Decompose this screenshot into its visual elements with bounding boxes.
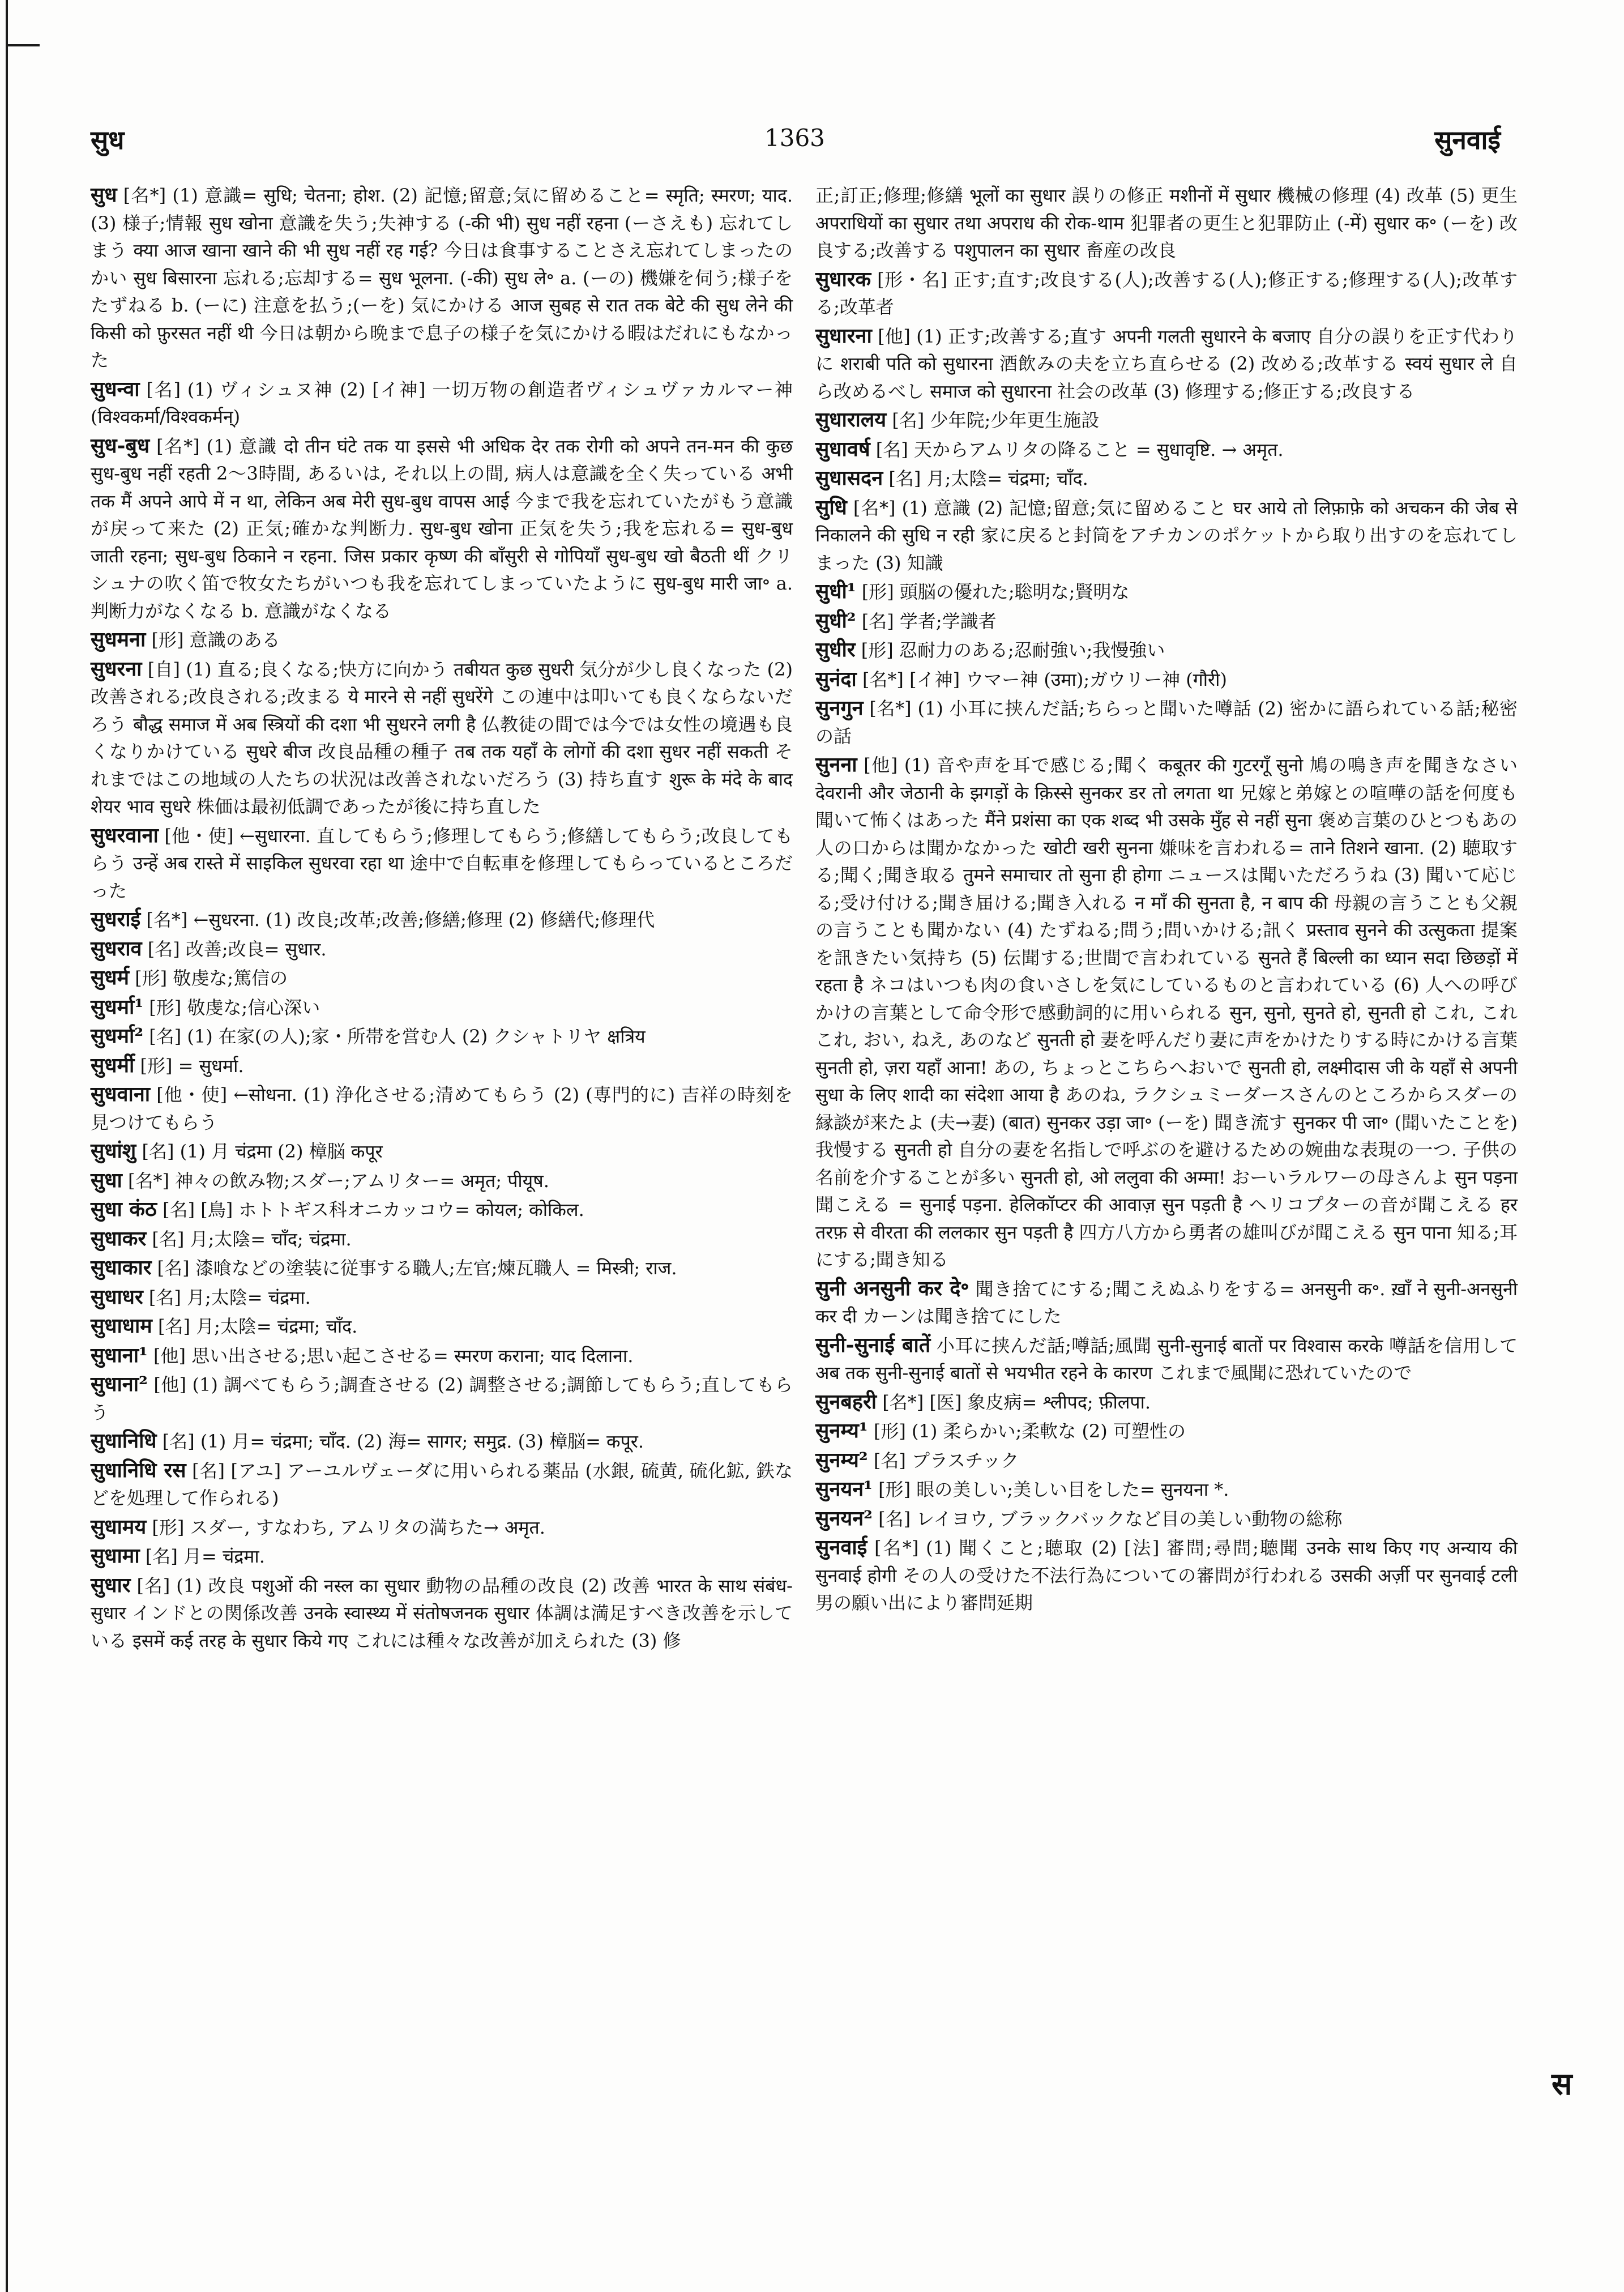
dictionary-entry	[91, 432, 793, 625]
entry-headword: सुधरवाना	[91, 823, 159, 847]
dictionary-entry	[91, 822, 793, 905]
entry-definition: [形] 忍耐力のある;忍耐強い;我慢強い	[855, 639, 1165, 661]
dictionary-entry	[815, 1505, 1518, 1533]
page-header	[91, 122, 1501, 167]
entry-headword: सुनम्य¹	[815, 1419, 868, 1442]
right-column	[815, 181, 1518, 1618]
entry-headword: सुध-बुध	[91, 433, 150, 458]
entry-headword: सुधाधर	[91, 1284, 143, 1309]
dictionary-entry	[91, 1342, 793, 1370]
dictionary-entry	[815, 322, 1518, 406]
entry-definition: [名*] 神々の飲み物;スダー;アムリター= अमृत; पीयूष.	[122, 1170, 549, 1192]
dictionary-entry	[91, 1427, 793, 1456]
entry-headword: सुधारक	[815, 267, 871, 291]
entry-definition: [名*] (1) 意識 (2) 記憶;留意;気に留めること घर आये तो लिफ़ाफ़े को अचकन की जेब से निकालने की सुधि न रही 家に戻ると封筒をアチカンのポケットから取り出すのを忘れてしまった (3) 知識	[815, 497, 1518, 574]
entry-headword: सुधाधाम	[91, 1314, 152, 1338]
dictionary-entry	[815, 1534, 1518, 1617]
entry-headword: सुनम्य²	[815, 1448, 868, 1472]
entry-definition: 正;訂正;修理;修繕 भूलों का सुधार 誤りの修正 मशीनों में सुधार 機械の修理 (4) 改革 (5) 更生 अपराधियों का सुधार तथा अपराध की रोक-थाम 犯罪者の更生と犯罪防止 (-में) सुधार क॰ (ーを) 改良する;改善する पशुपालन का सुधार 畜産の改良	[815, 185, 1518, 261]
entry-headword: सुधीर	[815, 638, 856, 661]
entry-headword: सुधा कंठ	[91, 1197, 157, 1221]
entry-headword: सुधरना	[91, 656, 142, 681]
entry-headword: सुधराव	[91, 936, 142, 961]
entry-headword: सुधराई	[91, 907, 141, 931]
dictionary-entry	[91, 1312, 793, 1341]
dictionary-entry	[91, 1371, 793, 1426]
entry-definition: [名] 月;太陰= चाँद; चंद्रमा.	[146, 1228, 352, 1250]
binding-edge	[6, 0, 8, 2292]
header-first-headword: सुध	[91, 125, 125, 155]
dictionary-entry	[91, 375, 793, 431]
entry-definition: [名*] ←सुधरना. (1) 改良;改革;改善;修繕;修理 (2) 修繕代;修理代	[140, 909, 655, 931]
entry-definition: [形] 敬虔な;信心深い	[143, 996, 320, 1018]
entry-definition: [他] (1) 正す;改善する;直す अपनी गलती सुधारने के बजाए 自分の誤りを正す代わりに शराबी पति को सुधारना 酒飲みの夫を立ち直らせる (2) 改める;改革する स्वयं सुधार ले 自ら改めるべし समाज को सुधारना 社会の改革 (3) 修理する;修正する;改良する	[815, 325, 1518, 402]
dictionary-entry	[91, 1542, 793, 1570]
entry-headword: सुधाकार	[91, 1256, 152, 1279]
dictionary-entry	[815, 181, 1518, 264]
left-column	[91, 181, 793, 1655]
dictionary-entry	[91, 906, 793, 934]
entry-definition: [名] 月;太陰= चंद्रमा; चाँद.	[883, 468, 1088, 489]
entry-headword: सुधाना²	[91, 1372, 148, 1396]
dictionary-entry	[91, 935, 793, 963]
binding-mark	[6, 44, 40, 46]
entry-definition: [他・使] ←सोधना. (1) 浄化させる;清めてもらう (2) (専門的に) 吉祥の時刻を見つけてもらう	[91, 1084, 793, 1133]
dictionary-entry	[815, 436, 1518, 464]
entry-headword: सुधर्म	[91, 966, 130, 989]
entry-headword: सुध	[91, 183, 117, 207]
entry-definition: [形] = सुधर्मा.	[134, 1055, 244, 1077]
entry-definition: [形] 頭脳の優れた;聡明な;賢明な	[856, 581, 1130, 603]
dictionary-entry	[815, 1388, 1518, 1416]
entry-definition: [名] (1) 在家(の人);家・所帯を営む人 (2) クシャトリヤ क्षत्रिय	[143, 1026, 646, 1047]
dictionary-entry	[91, 1572, 793, 1655]
entry-headword: सुनगुन	[815, 696, 864, 720]
page-number: 1363	[764, 124, 825, 152]
entry-headword: सुधारना	[815, 323, 872, 348]
dictionary-entry	[815, 1275, 1518, 1330]
entry-definition: [名] (1) 月 चंद्रमा (2) 樟脳 कपूर	[136, 1141, 383, 1162]
dictionary-entry	[91, 655, 793, 821]
dictionary-entry	[815, 578, 1518, 606]
dictionary-entry	[91, 181, 793, 374]
entry-definition: [名] 月= चंद्रमा.	[139, 1546, 265, 1567]
entry-headword: सुनयन¹	[815, 1477, 873, 1501]
entry-definition: [形] 意識のある	[146, 629, 280, 651]
entry-headword: सुधानिधि	[91, 1429, 157, 1453]
dictionary-entry	[815, 751, 1518, 1274]
entry-definition: [名*] (1) 小耳に挟んだ話;ちらっと聞いた噂話 (2) 密かに語られている話;秘密の話	[815, 698, 1518, 747]
entry-definition: [名] 漆喰などの塗装に従事する職人;左官;煉瓦職人 = मिस्त्री; राज.	[151, 1257, 677, 1279]
dictionary-entry	[91, 1081, 793, 1136]
entry-headword: सुधाकर	[91, 1226, 147, 1250]
dictionary-entry	[815, 1417, 1518, 1445]
entry-headword: सुधमना	[91, 628, 146, 651]
entry-headword: सुधांशु	[91, 1139, 136, 1163]
dictionary-entry	[91, 1196, 793, 1224]
entry-headword: सुधि	[815, 495, 847, 519]
entry-definition: [形・名] 正す;直す;改良する(人);改善する(人);修正する;修理する(人);改革する;改革者	[815, 268, 1518, 318]
entry-headword: सुधाना¹	[91, 1343, 148, 1367]
entry-definition: [名] 少年院;少年更生施設	[886, 409, 1100, 431]
dictionary-entry	[91, 1022, 793, 1051]
entry-headword: सुधानिधि रस	[91, 1458, 186, 1482]
dictionary-entry	[815, 464, 1518, 493]
entry-headword: सुधी¹	[815, 579, 856, 603]
dictionary-entry	[91, 1225, 793, 1253]
entry-headword: सुनना	[815, 753, 857, 776]
dictionary-entry	[91, 1457, 793, 1512]
entry-definition: [名] (1) 月= चंद्रमा; चाँद. (2) 海= सागर; समुद्र. (3) 樟脳= कपूर.	[156, 1431, 644, 1452]
entry-definition: [形] スダー, すなわち, アムリタの満ちた→ अमृत.	[146, 1516, 545, 1538]
entry-definition: [他] 思い出させる;思い起こさせる= स्मरण कराना; याद दिलाना.	[147, 1345, 634, 1367]
dictionary-entry	[815, 406, 1518, 434]
dictionary-entry	[815, 665, 1518, 694]
entry-headword: सुनी अनसुनी कर दे॰	[815, 1276, 969, 1300]
entry-definition: [形] 眼の美しい;美しい目をした= सुनयना *.	[872, 1479, 1229, 1500]
entry-definition: 小耳に挟んだ話;噂話;風聞 सुनी-सुनाई बातों पर विश्वास करके 噂話を信用して अब तक सुनी-सुनाई बातों से भयभीत रहने के कारण これまで風聞に恐れていたので	[815, 1334, 1518, 1384]
entry-definition: [名] 月;太陰= चंद्रमा.	[143, 1286, 311, 1308]
entry-headword: सुधर्मा¹	[91, 995, 144, 1019]
entry-headword: सुनयन²	[815, 1506, 873, 1530]
entry-headword: सुधावर्ष	[815, 437, 870, 461]
dictionary-entry	[815, 1475, 1518, 1504]
entry-definition: [他] (1) 音や声を耳で感じる;聞く कबूतर की गुटरगूँ सुनो 鳩の鳴き声を聞きなさい देवरानी और जेठानी के झगड़ों के क़िस्से सुनकर डर तो लगता था 兄嫁と弟嫁との喧嘩の話を何度も聞いて怖くはあった मैंने प्रशंसा का एक शब्द भी उसके मुँह से नहीं सुना 褒め言葉のひとつもあの人の口からは聞かなかった खोटी खरी सुनना 嫌味を言われる= ताने तिशने खाना. (2) 聴取する;聞く;聞き取る तुमने समाचार तो सुना ही होगा ニュースは聞いただろうね (3) 聞いて応じる;受け付ける;聞き届ける;聞き入れる न माँ की सुनता है, न बाप की 母親の言うことも父親の言うことも聞かない (4) たずねる;問う;問いかける;訊く प्रस्ताव सुनने की उत्सुकता 提案を訊きたい気持ち (5) 伝聞する;世間で言われている सुनते हैं बिल्ली का ध्यान सदा छिछड़ों में रहता है ネコはいつも肉の食いさしを気にしているものと言われている (6) 人への呼びかけの言葉として命令形で感動詞的に用いられる सुन, सुनो, सुनते हो, सुनती हो これ, これこれ, おい, ねえ, あのなど सुनती हो 妻を呼んだり妻に声をかけたりする時にかける言葉 सुनती हो, ज़रा यहाँ आना! あの, ちょっとこちらへおいで सुनती हो, लक्ष्मीदास जी के यहाँ से अपनी सुधा के लिए शादी का संदेशा आया है あのね, ラクシュミーダースさんのところからスダーの縁談が来たよ (夫→妻) (बात) सुनकर उड़ा जा॰ (ーを) 聞き流す सुनकर पी जा॰ (聞いたことを) 我慢する सुनती हो 自分の妻を名指しで呼ぶのを避けるための婉曲な表現の一つ. 子供の名前を介することが多い सुनती हो, ओ ललुवा की अम्मा! おーいラルワーの母さんよ सुन पड़ना 聞こえる = सुनाई पड़ना. हेलिकॉप्टर की आवाज़ सुन पड़ती है ヘリコプターの音が聞こえる हर तरफ़ से वीरता की ललकार सुन पड़ती है 四方八方から勇者の雄叫びが聞こえる सुन पाना 知る;耳にする;聞き知る	[815, 754, 1518, 1270]
entry-definition: [名] (1) ヴィシュヌ神 (2) [イ神] 一切万物の創造者ヴィシュヴァカルマー神 (विश्वकर्मा/विश्वकर्मन्)	[91, 378, 793, 428]
dictionary-entry	[91, 1167, 793, 1195]
header-last-headword: सुनवाई	[1434, 125, 1501, 155]
entry-definition: [形] 敬虔な;篤信の	[129, 967, 288, 989]
entry-headword: सुनी-सुनाई बातें	[815, 1333, 931, 1357]
dictionary-entry	[91, 993, 793, 1022]
entry-headword: सुधा	[91, 1168, 122, 1192]
entry-definition: [名*] (1) 意識 दो तीन घंटे तक या इससे भी अधिक देर तक रोगी को अपने तन-मन की कुछ सुध-बुध नहीं रहती 2～3時間, あるいは, それ以上の間, 病人は意識を全く失っている अभी तक मैं अपने आपे में न था, लेकिन अब मेरी सुध-बुध वापस आई 今まで我を忘れていたがもう意識が戻って来た (2) 正気;確かな判断力. सुध-बुध खोना 正気を失う;我を忘れる= सुध-बुध जाती रहना; सुध-बुध ठिकाने न रहना. जिस प्रकार कृष्ण की बाँसुरी से गोपियाँ सुध-बुध खो बैठती थीं クリシュナの吹く笛で牧女たちがいつも我を忘れてしまっていたように सुध-बुध मारी जा॰ a. 判断力がなくなる b. 意識がなくなる	[91, 435, 793, 622]
entry-headword: सुधामा	[91, 1544, 140, 1568]
entry-headword: सुधर्मा²	[91, 1024, 144, 1048]
entry-headword: सुनंदा	[815, 667, 857, 691]
entry-headword: सुधर्मी	[91, 1053, 135, 1077]
dictionary-entry	[815, 1446, 1518, 1475]
entry-definition: [名] プラスチック	[867, 1449, 1019, 1471]
entry-definition: [形] (1) 柔らかい;柔軟な (2) 可塑性の	[867, 1420, 1186, 1442]
dictionary-entry	[815, 636, 1518, 664]
entry-definition: [名] レイヨウ, ブラックバックなど目の美しい動物の総称	[872, 1508, 1343, 1530]
entry-definition: [名] [アユ] アーユルヴェーダに用いられる薬品 (水銀, 硫黄, 硫化鉱, 鉄などを処理して作られる)	[91, 1459, 793, 1509]
entry-definition: [名*] (1) 意識= सुधि; चेतना; होश. (2) 記憶;留意;気に留めること= स्मृति; स्मरण; याद. (3) 様子;情報 सुध खोना 意識を失う;失神する (-की भी) सुध नहीं रहना (ーさえも) 忘れてしまう क्या आज खाना खाने की भी सुध नहीं रह गई? 今日は食事することさえ忘れてしまったのかい सुध बिसारना 忘れる;忘却する= सुध भूलना. (-की) सुध ले॰ a. (ーの) 機嫌を伺う;様子をたずねる b. (ーに) 注意を払う;(ーを) 気にかける आज सुबह से रात तक बेटे की सुध लेने की किसी को फ़ुरसत नहीं थी 今日は朝から晩まで息子の様子を気にかける暇はだれにもなかった	[91, 185, 793, 371]
entry-definition: [名] (1) 改良 पशुओं की नस्ल का सुधार 動物の品種の改良 (2) 改善 भारत के साथ संबंध-सुधार インドとの関係改善 उनके स्वास्थ्य में संतोषजनक सुधार 体調は満足すべき改善を示している इसमें कई तरह के सुधार किये गए これには種々な改善が加えられた (3) 修	[91, 1574, 793, 1651]
dictionary-entry	[91, 1052, 793, 1080]
entry-definition: [名] 改善;改良= सुधार.	[142, 938, 327, 960]
entry-definition: [名] [鳥] ホトトギス科オニカッコウ= कोयल; कोकिल.	[156, 1199, 584, 1220]
dictionary-entry	[91, 1137, 793, 1166]
dictionary-entry	[91, 1254, 793, 1282]
entry-definition: [名*] [イ神] ウマー神 (उमा);ガウリー神 (गौरी)	[856, 668, 1227, 690]
entry-headword: सुनबहरी	[815, 1389, 877, 1414]
entry-definition: [名*] [医] 象皮病= श्लीपद; फ़ीलपा.	[877, 1391, 1151, 1413]
dictionary-entry	[815, 694, 1518, 750]
entry-definition: [他] (1) 調べてもらう;調査させる (2) 調整させる;調節してもらう;直してもらう	[91, 1374, 793, 1423]
dictionary-entry	[91, 1283, 793, 1312]
entry-definition: [名*] (1) 聞くこと;聴取 (2) [法] 審問;尋問;聴聞 उनके साथ किए गए अन्याय की सुनवाई होगी その人の受けた不法行為についての審問が行われる उसकी अर्ज़ी पर सुनवाई टली 男の願い出により審問延期	[815, 1537, 1518, 1614]
entry-headword: सुनवाई	[815, 1535, 867, 1559]
entry-headword: सुधामय	[91, 1514, 147, 1539]
dictionary-entry	[91, 1513, 793, 1542]
entry-definition: [名] 月;太陰= चंद्रमा; चाँद.	[152, 1316, 358, 1337]
entry-definition: [他・使] ←सुधारना. 直してもらう;修理してもらう;修繕してもらう;改良してもらう उन्हें अब रास्ते में साइकिल सुधरवा रहा था 途中で自転車を修理してもらっているところだった	[91, 825, 793, 902]
dictionary-entry	[91, 964, 793, 992]
dictionary-entry	[91, 626, 793, 654]
entry-headword: सुधी²	[815, 608, 856, 633]
entry-definition: [名] 学者;学識者	[856, 610, 997, 632]
entry-headword: सुधासदन	[815, 466, 883, 490]
dictionary-entry	[815, 1331, 1518, 1387]
entry-definition: [自] (1) 直る;良くなる;快方に向かう तबीयत कुछ सुधरी 気分が少し良くなった (2) 改善される;改良される;改まる ये मारने से नहीं सुधरेंगे この連中は叩いても良くならないだろう बौद्ध समाज में अब स्त्रियों की दशा भी सुधरने लगी है 仏教徒の間では今では女性の境遇も良くなりかけている सुधरे बीज 改良品種の種子 तब तक यहाँ के लोगों की दशा सुधर नहीं सकती それまではこの地域の人たちの状況は改善されないだろう (3) 持ち直す शुरू के मंदे के बाद शेयर भाव सुधरे 株価は最初低調であったが後に持ち直した	[91, 658, 793, 817]
dictionary-entry	[815, 494, 1518, 577]
dictionary-entry	[815, 607, 1518, 635]
dictionary-entry	[815, 266, 1518, 321]
entry-headword: सुधारालय	[815, 408, 887, 432]
entry-definition: 聞き捨てにする;聞こえぬふりをする= अनसुनी क॰. ख़ाँ ने सुनी-अनसुनी कर दी カーンは聞き捨てにした	[815, 1278, 1518, 1327]
entry-headword: सुधवाना	[91, 1082, 151, 1106]
entry-headword: सुधार	[91, 1573, 131, 1597]
thumb-index: स	[1552, 2065, 1572, 2102]
entry-definition: [名] 天からアムリタの降ること = सुधावृष्टि. → अमृत.	[870, 438, 1284, 460]
entry-headword: सुधन्वा	[91, 377, 140, 401]
